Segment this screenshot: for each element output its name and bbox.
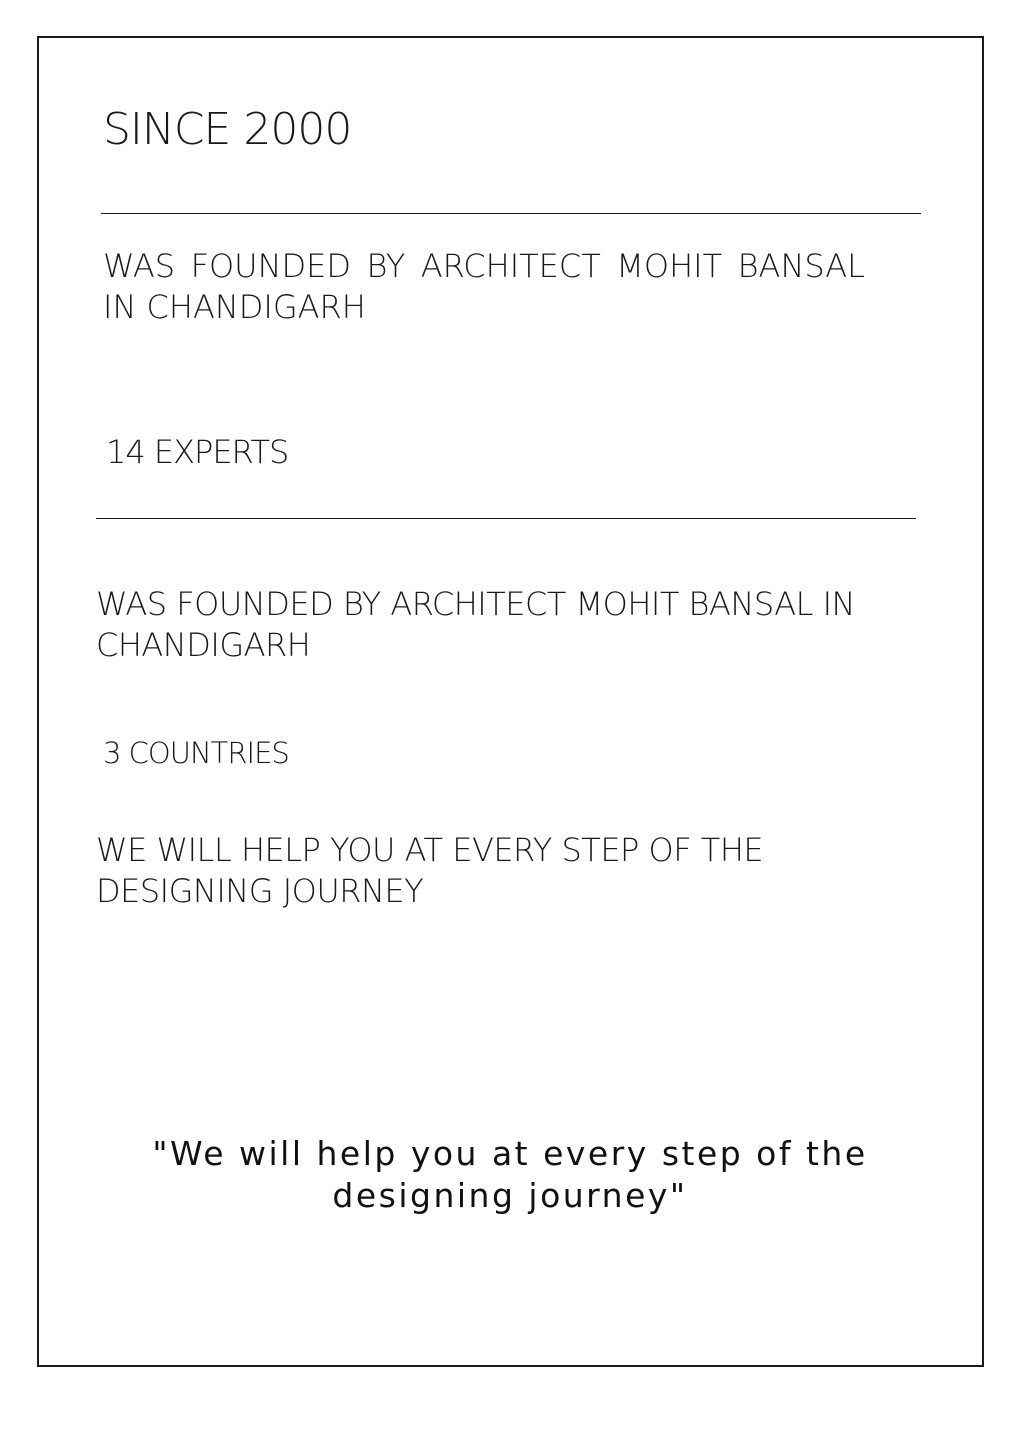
page-title: SINCE 2000 bbox=[103, 104, 352, 155]
divider-middle bbox=[96, 518, 916, 519]
divider-top bbox=[101, 213, 921, 214]
founded-paragraph-1: WAS FOUNDED BY ARCHITECT MOHIT BANSAL IN CHANDIGARH bbox=[103, 247, 865, 326]
quote-text: "We will help you at every step of the designing journey" bbox=[152, 1134, 868, 1215]
countries-heading: 3 COUNTRIES bbox=[103, 736, 289, 770]
help-paragraph: WE WILL HELP YOU AT EVERY STEP OF THE DESIGNING JOURNEY bbox=[96, 831, 764, 910]
experts-heading: 14 EXPERTS bbox=[106, 433, 289, 471]
founded-paragraph-2: WAS FOUNDED BY ARCHITECT MOHIT BANSAL IN CHANDIGARH bbox=[96, 585, 855, 664]
